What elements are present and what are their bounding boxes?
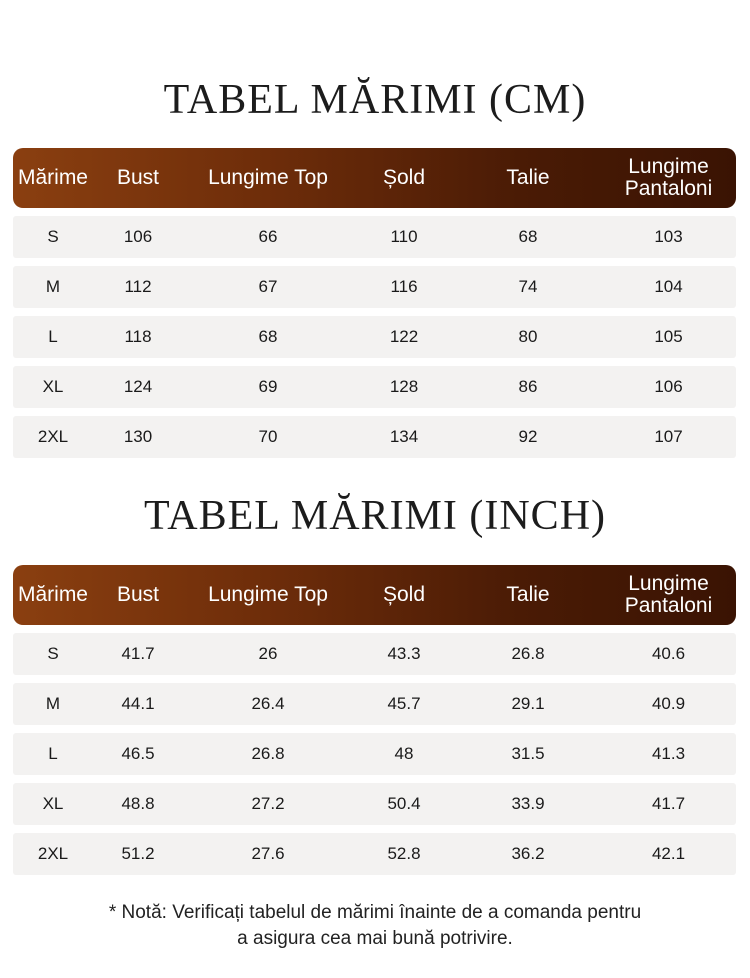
table-row xyxy=(13,266,736,308)
cell-bust: 46.5 xyxy=(121,744,155,763)
cell-top-length: 67 xyxy=(258,277,278,296)
cell-waist: 86 xyxy=(518,377,538,396)
table-row xyxy=(13,833,736,875)
cell-top-length: 26.4 xyxy=(251,694,285,713)
size-table-cm xyxy=(13,148,736,458)
header-waist: Talie xyxy=(506,166,550,189)
cell-waist: 31.5 xyxy=(511,744,545,763)
header-size: Mărime xyxy=(17,166,88,189)
cell-pants-length: 106 xyxy=(654,377,683,396)
cell-bust: 48.8 xyxy=(121,794,155,813)
table-row xyxy=(13,316,736,358)
cell-waist: 68 xyxy=(518,227,538,246)
cell-pants-length: 41.3 xyxy=(651,744,686,763)
header-hip: Șold xyxy=(382,583,426,606)
cell-top-length: 26 xyxy=(258,644,278,663)
header-waist: Talie xyxy=(506,583,550,606)
cell-size: 2XL xyxy=(37,427,69,446)
header-bust: Bust xyxy=(116,583,160,606)
size-table-inch xyxy=(13,565,736,875)
cell-size: M xyxy=(45,694,61,713)
cell-pants-length: 103 xyxy=(654,227,683,246)
cell-top-length: 27.2 xyxy=(251,794,285,813)
cell-waist: 74 xyxy=(518,277,538,296)
cell-bust: 44.1 xyxy=(121,694,155,713)
cell-top-length: 69 xyxy=(258,377,278,396)
cell-size: S xyxy=(47,227,59,246)
cell-top-length: 68 xyxy=(258,327,278,346)
cell-size: M xyxy=(45,277,61,296)
cell-pants-length: 40.6 xyxy=(651,644,686,663)
table-row xyxy=(13,633,736,675)
cell-size: 2XL xyxy=(37,844,69,863)
cell-hip: 45.7 xyxy=(387,694,421,713)
table-row xyxy=(13,366,736,408)
cell-size: L xyxy=(48,327,58,346)
cell-bust: 124 xyxy=(123,377,153,396)
cell-pants-length: 104 xyxy=(654,277,683,296)
cell-waist: 80 xyxy=(518,327,538,346)
table-row xyxy=(13,783,736,825)
cell-bust: 112 xyxy=(124,277,152,296)
footnote-line2: a asigura cea mai bună potrivire. xyxy=(237,928,513,949)
table-header xyxy=(13,148,736,208)
table-header xyxy=(13,565,736,625)
footnote xyxy=(0,900,750,952)
cell-hip: 50.4 xyxy=(387,794,421,813)
header-top-length: Lungime Top xyxy=(208,583,328,606)
header-pants-length xyxy=(601,156,736,200)
cell-hip: 43.3 xyxy=(387,644,421,663)
cell-size: XL xyxy=(42,377,64,396)
cell-pants-length: 42.1 xyxy=(651,844,686,863)
footnote-line1: * Notă: Verificați tabelul de mărimi înainte de a comanda pentru xyxy=(108,902,642,923)
cell-waist: 92 xyxy=(518,427,538,446)
header-hip: Șold xyxy=(382,166,426,189)
cell-bust: 130 xyxy=(123,427,153,446)
cell-hip: 122 xyxy=(389,327,419,346)
cell-bust: 51.2 xyxy=(121,844,155,863)
cell-waist: 36.2 xyxy=(511,844,545,863)
header-pants-length-line1: Lungime xyxy=(628,572,709,595)
size-chart-title-cm: TABEL MĂRIMI (CM) xyxy=(163,77,587,123)
cell-pants-length: 40.9 xyxy=(651,694,686,713)
cell-hip: 134 xyxy=(389,427,419,446)
cell-bust: 106 xyxy=(123,227,153,246)
cell-hip: 48 xyxy=(394,744,414,763)
cell-hip: 110 xyxy=(390,227,418,246)
cell-bust: 118 xyxy=(124,327,152,346)
table-row xyxy=(13,733,736,775)
cell-size: L xyxy=(48,744,58,763)
header-bust: Bust xyxy=(116,166,160,189)
size-chart-title-inch: TABEL MĂRIMI (INCH) xyxy=(143,493,607,539)
table-row xyxy=(13,216,736,258)
cell-size: XL xyxy=(42,794,64,813)
table-row xyxy=(13,416,736,458)
cell-pants-length: 105 xyxy=(654,327,683,346)
cell-top-length: 66 xyxy=(258,227,278,246)
table-row xyxy=(13,683,736,725)
cell-top-length: 27.6 xyxy=(251,844,285,863)
cell-hip: 116 xyxy=(390,277,418,296)
cell-waist: 33.9 xyxy=(511,794,545,813)
cell-top-length: 26.8 xyxy=(251,744,285,763)
cell-size: S xyxy=(47,644,59,663)
header-pants-length-line2: Pantaloni xyxy=(624,177,713,200)
header-size: Mărime xyxy=(17,583,88,606)
cell-pants-length: 41.7 xyxy=(651,794,686,813)
header-pants-length xyxy=(601,573,736,617)
cell-waist: 29.1 xyxy=(511,694,545,713)
cell-hip: 52.8 xyxy=(387,844,421,863)
cell-top-length: 70 xyxy=(258,427,278,446)
header-top-length: Lungime Top xyxy=(208,166,328,189)
header-pants-length-line1: Lungime xyxy=(628,155,709,178)
cell-bust: 41.7 xyxy=(121,644,155,663)
cell-hip: 128 xyxy=(389,377,419,396)
cell-pants-length: 107 xyxy=(654,427,683,446)
cell-waist: 26.8 xyxy=(511,644,545,663)
header-pants-length-line2: Pantaloni xyxy=(624,594,713,617)
